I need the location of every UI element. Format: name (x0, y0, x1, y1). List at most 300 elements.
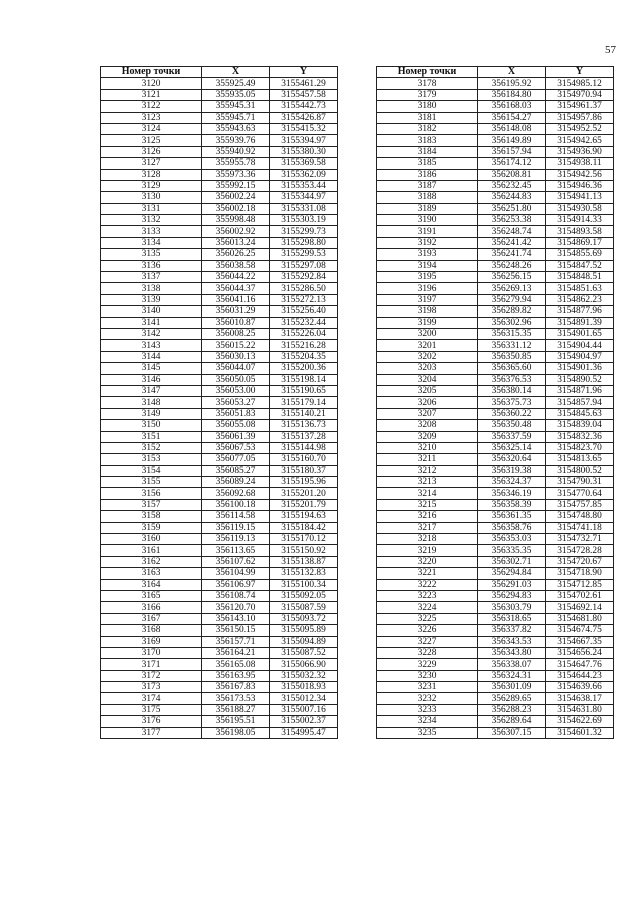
cell-x: 356337.59 (478, 431, 546, 442)
table-row (101, 101, 338, 112)
cell-point-number: 3234 (377, 716, 478, 727)
cell-y: 3154985.12 (546, 78, 614, 89)
cell-point-number: 3157 (101, 499, 202, 510)
cell-x: 356358.76 (478, 522, 546, 533)
cell-point-number: 3201 (377, 340, 478, 351)
cell-point-number: 3161 (101, 545, 202, 556)
cell-y: 3154639.66 (546, 682, 614, 693)
cell-point-number: 3137 (101, 272, 202, 283)
cell-x: 356013.24 (202, 237, 270, 248)
cell-x: 356337.82 (478, 625, 546, 636)
cell-y: 3154718.90 (546, 568, 614, 579)
cell-x: 356150.15 (202, 625, 270, 636)
cell-point-number: 3126 (101, 146, 202, 157)
table-row (377, 420, 614, 431)
cell-x: 355940.92 (202, 146, 270, 157)
cell-y: 3155160.70 (270, 454, 338, 465)
cell-y: 3154961.37 (546, 101, 614, 112)
cell-point-number: 3169 (101, 636, 202, 647)
cell-y: 3155184.42 (270, 522, 338, 533)
cell-x: 356294.83 (478, 590, 546, 601)
cell-x: 356107.62 (202, 556, 270, 567)
cell-x: 356360.22 (478, 408, 546, 419)
table-row (377, 272, 614, 283)
table-row (377, 613, 614, 624)
table-row (101, 89, 338, 100)
cell-x: 356294.84 (478, 568, 546, 579)
cell-y: 3155095.89 (270, 625, 338, 636)
cell-x: 356324.31 (478, 670, 546, 681)
cell-x: 356051.83 (202, 408, 270, 419)
cell-y: 3154732.71 (546, 534, 614, 545)
table-row (377, 192, 614, 203)
cell-y: 3155138.87 (270, 556, 338, 567)
cell-point-number: 3214 (377, 488, 478, 499)
cell-point-number: 3224 (377, 602, 478, 613)
cell-x: 356256.15 (478, 272, 546, 283)
cell-x: 356119.15 (202, 522, 270, 533)
cell-y: 3154995.47 (270, 727, 338, 738)
cell-point-number: 3122 (101, 101, 202, 112)
cell-y: 3154851.63 (546, 283, 614, 294)
cell-y: 3155190.65 (270, 385, 338, 396)
cell-x: 356067.53 (202, 442, 270, 453)
cell-x: 356149.89 (478, 135, 546, 146)
table-row (101, 488, 338, 499)
cell-point-number: 3227 (377, 636, 478, 647)
cell-point-number: 3235 (377, 727, 478, 738)
cell-y: 3155012.34 (270, 693, 338, 704)
header-x: X (478, 67, 546, 78)
cell-y: 3155007.16 (270, 704, 338, 715)
cell-x: 356104.99 (202, 568, 270, 579)
table-row (101, 351, 338, 362)
cell-point-number: 3223 (377, 590, 478, 601)
cell-point-number: 3142 (101, 328, 202, 339)
table-row (377, 283, 614, 294)
cell-y: 3154847.52 (546, 260, 614, 271)
cell-x: 356361.35 (478, 511, 546, 522)
table-row (377, 488, 614, 499)
table-row (101, 123, 338, 134)
cell-y: 3155092.05 (270, 590, 338, 601)
cell-y: 3155380.30 (270, 146, 338, 157)
cell-y: 3155144.98 (270, 442, 338, 453)
cell-y: 3154800.52 (546, 465, 614, 476)
cell-x: 356164.21 (202, 647, 270, 658)
cell-x: 355939.76 (202, 135, 270, 146)
cell-point-number: 3158 (101, 511, 202, 522)
cell-y: 3154681.80 (546, 613, 614, 624)
cell-y: 3154877.96 (546, 306, 614, 317)
table-row (101, 420, 338, 431)
cell-y: 3154970.94 (546, 89, 614, 100)
cell-x: 356157.94 (478, 146, 546, 157)
cell-y: 3154952.52 (546, 123, 614, 134)
cell-point-number: 3198 (377, 306, 478, 317)
table-row (377, 647, 614, 658)
cell-x: 356174.12 (478, 158, 546, 169)
coordinates-table-left (100, 66, 338, 739)
cell-x: 356163.95 (202, 670, 270, 681)
cell-x: 356248.74 (478, 226, 546, 237)
cell-x: 356120.70 (202, 602, 270, 613)
cell-x: 356288.23 (478, 704, 546, 715)
cell-y: 3155150.92 (270, 545, 338, 556)
table-row (101, 625, 338, 636)
cell-y: 3155226.04 (270, 328, 338, 339)
cell-x: 356319.38 (478, 465, 546, 476)
table-row (101, 135, 338, 146)
cell-x: 356010.87 (202, 317, 270, 328)
cell-y: 3154941.13 (546, 192, 614, 203)
table-row (101, 556, 338, 567)
table-row (377, 431, 614, 442)
cell-x: 356338.07 (478, 659, 546, 670)
table-row (101, 454, 338, 465)
cell-point-number: 3150 (101, 420, 202, 431)
cell-point-number: 3128 (101, 169, 202, 180)
cell-y: 3155093.72 (270, 613, 338, 624)
table-row (101, 704, 338, 715)
cell-y: 3154890.52 (546, 374, 614, 385)
table-row (377, 146, 614, 157)
cell-x: 356143.10 (202, 613, 270, 624)
table-row (101, 568, 338, 579)
cell-point-number: 3151 (101, 431, 202, 442)
cell-point-number: 3171 (101, 659, 202, 670)
cell-y: 3154942.65 (546, 135, 614, 146)
cell-point-number: 3123 (101, 112, 202, 123)
cell-point-number: 3149 (101, 408, 202, 419)
header-x: X (202, 67, 270, 78)
cell-x: 356248.26 (478, 260, 546, 271)
cell-x: 356358.39 (478, 499, 546, 510)
table-row (377, 260, 614, 271)
cell-point-number: 3165 (101, 590, 202, 601)
table-row (377, 454, 614, 465)
cell-point-number: 3179 (377, 89, 478, 100)
cell-point-number: 3217 (377, 522, 478, 533)
cell-y: 3155369.58 (270, 158, 338, 169)
cell-y: 3154832.36 (546, 431, 614, 442)
cell-point-number: 3178 (377, 78, 478, 89)
cell-point-number: 3152 (101, 442, 202, 453)
cell-point-number: 3181 (377, 112, 478, 123)
cell-y: 3155331.08 (270, 203, 338, 214)
table-row (377, 237, 614, 248)
table-row (377, 317, 614, 328)
cell-x: 356106.97 (202, 579, 270, 590)
table-row (101, 306, 338, 317)
cell-point-number: 3120 (101, 78, 202, 89)
table-header (377, 67, 614, 78)
cell-point-number: 3204 (377, 374, 478, 385)
table-row (377, 682, 614, 693)
cell-point-number: 3133 (101, 226, 202, 237)
cell-point-number: 3187 (377, 180, 478, 191)
cell-x: 356289.65 (478, 693, 546, 704)
cell-point-number: 3226 (377, 625, 478, 636)
cell-y: 3154644.23 (546, 670, 614, 681)
cell-point-number: 3229 (377, 659, 478, 670)
cell-x: 356331.12 (478, 340, 546, 351)
cell-point-number: 3170 (101, 647, 202, 658)
cell-x: 356208.81 (478, 169, 546, 180)
cell-x: 356053.00 (202, 385, 270, 396)
cell-x: 356089.24 (202, 477, 270, 488)
cell-x: 356279.94 (478, 294, 546, 305)
header-point-number: Номер точки (377, 67, 478, 78)
cell-x: 356232.45 (478, 180, 546, 191)
table-row (101, 670, 338, 681)
cell-y: 3155298.80 (270, 237, 338, 248)
cell-point-number: 3159 (101, 522, 202, 533)
cell-x: 356026.25 (202, 249, 270, 260)
cell-y: 3155362.09 (270, 169, 338, 180)
table-row (101, 203, 338, 214)
cell-y: 3155232.44 (270, 317, 338, 328)
table-row (101, 146, 338, 157)
table-row (377, 351, 614, 362)
cell-point-number: 3135 (101, 249, 202, 260)
cell-y: 3155426.87 (270, 112, 338, 123)
table-row (101, 579, 338, 590)
cell-x: 356165.08 (202, 659, 270, 670)
table-row (377, 180, 614, 191)
table-row (101, 249, 338, 260)
table-row (101, 180, 338, 191)
table-row (377, 659, 614, 670)
cell-point-number: 3164 (101, 579, 202, 590)
cell-point-number: 3220 (377, 556, 478, 567)
cell-y: 3155198.14 (270, 374, 338, 385)
cell-point-number: 3166 (101, 602, 202, 613)
cell-y: 3154914.33 (546, 215, 614, 226)
cell-y: 3154946.36 (546, 180, 614, 191)
cell-x: 355945.71 (202, 112, 270, 123)
cell-y: 3154901.36 (546, 363, 614, 374)
cell-x: 356343.53 (478, 636, 546, 647)
table-row (377, 135, 614, 146)
cell-x: 356053.27 (202, 397, 270, 408)
cell-point-number: 3210 (377, 442, 478, 453)
table-row (101, 602, 338, 613)
cell-point-number: 3173 (101, 682, 202, 693)
cell-y: 3155195.96 (270, 477, 338, 488)
cell-x: 356008.25 (202, 328, 270, 339)
cell-point-number: 3180 (377, 101, 478, 112)
cell-y: 3155132.83 (270, 568, 338, 579)
cell-point-number: 3138 (101, 283, 202, 294)
table-row (101, 237, 338, 248)
cell-y: 3154938.11 (546, 158, 614, 169)
cell-point-number: 3212 (377, 465, 478, 476)
cell-point-number: 3194 (377, 260, 478, 271)
table-row (377, 693, 614, 704)
cell-y: 3154702.61 (546, 590, 614, 601)
cell-x: 356100.18 (202, 499, 270, 510)
page-number: 57 (605, 44, 616, 56)
table-row (101, 169, 338, 180)
table-row (101, 283, 338, 294)
cell-point-number: 3168 (101, 625, 202, 636)
cell-point-number: 3182 (377, 123, 478, 134)
cell-y: 3154942.56 (546, 169, 614, 180)
cell-y: 3155200.36 (270, 363, 338, 374)
header-y: Y (546, 67, 614, 78)
cell-point-number: 3228 (377, 647, 478, 658)
cell-point-number: 3174 (101, 693, 202, 704)
cell-point-number: 3219 (377, 545, 478, 556)
table-row (101, 294, 338, 305)
cell-point-number: 3211 (377, 454, 478, 465)
cell-point-number: 3193 (377, 249, 478, 260)
cell-y: 3154770.64 (546, 488, 614, 499)
cell-y: 3155179.14 (270, 397, 338, 408)
table-row (101, 659, 338, 670)
table-row (101, 363, 338, 374)
cell-point-number: 3190 (377, 215, 478, 226)
cell-point-number: 3199 (377, 317, 478, 328)
table-row (377, 568, 614, 579)
cell-point-number: 3140 (101, 306, 202, 317)
cell-x: 356303.79 (478, 602, 546, 613)
coordinates-table-right (376, 66, 614, 739)
cell-x: 355935.05 (202, 89, 270, 100)
cell-x: 356251.80 (478, 203, 546, 214)
table-row (101, 442, 338, 453)
cell-y: 3155286.50 (270, 283, 338, 294)
cell-point-number: 3129 (101, 180, 202, 191)
cell-point-number: 3148 (101, 397, 202, 408)
header-point-number: Номер точки (101, 67, 202, 78)
cell-y: 3155344.97 (270, 192, 338, 203)
cell-point-number: 3189 (377, 203, 478, 214)
cell-point-number: 3200 (377, 328, 478, 339)
table-row (377, 123, 614, 134)
table-row (101, 260, 338, 271)
table-row (377, 465, 614, 476)
table-row (377, 636, 614, 647)
cell-x: 356195.92 (478, 78, 546, 89)
table-row (101, 272, 338, 283)
table-row (101, 693, 338, 704)
cell-y: 3155303.19 (270, 215, 338, 226)
table-row (101, 78, 338, 89)
cell-point-number: 3155 (101, 477, 202, 488)
cell-x: 356041.16 (202, 294, 270, 305)
table-row (377, 511, 614, 522)
cell-x: 356346.19 (478, 488, 546, 499)
cell-y: 3154748.80 (546, 511, 614, 522)
cell-x: 356154.27 (478, 112, 546, 123)
cell-point-number: 3184 (377, 146, 478, 157)
table-row (377, 374, 614, 385)
cell-point-number: 3206 (377, 397, 478, 408)
table-row (377, 704, 614, 715)
table-row (377, 556, 614, 567)
table-row (377, 716, 614, 727)
cell-y: 3154728.28 (546, 545, 614, 556)
cell-y: 3154638.17 (546, 693, 614, 704)
cell-x: 355998.48 (202, 215, 270, 226)
table-row (101, 215, 338, 226)
cell-y: 3155256.40 (270, 306, 338, 317)
cell-x: 356188.27 (202, 704, 270, 715)
cell-point-number: 3202 (377, 351, 478, 362)
cell-y: 3155094.89 (270, 636, 338, 647)
table-row (101, 522, 338, 533)
cell-x: 356092.68 (202, 488, 270, 499)
cell-x: 356291.03 (478, 579, 546, 590)
cell-point-number: 3188 (377, 192, 478, 203)
cell-x: 356108.74 (202, 590, 270, 601)
table-row (101, 226, 338, 237)
cell-y: 3155194.63 (270, 511, 338, 522)
cell-x: 356302.96 (478, 317, 546, 328)
cell-x: 356015.22 (202, 340, 270, 351)
cell-point-number: 3213 (377, 477, 478, 488)
cell-y: 3155170.12 (270, 534, 338, 545)
cell-x: 356038.58 (202, 260, 270, 271)
table-row (377, 499, 614, 510)
cell-y: 3155204.35 (270, 351, 338, 362)
cell-y: 3154712.85 (546, 579, 614, 590)
table-row (101, 636, 338, 647)
cell-point-number: 3221 (377, 568, 478, 579)
table-row (101, 511, 338, 522)
cell-point-number: 3156 (101, 488, 202, 499)
cell-x: 356198.05 (202, 727, 270, 738)
table-row (377, 169, 614, 180)
cell-x: 356002.18 (202, 203, 270, 214)
table-row (101, 374, 338, 385)
cell-x: 356353.03 (478, 534, 546, 545)
cell-point-number: 3141 (101, 317, 202, 328)
cell-point-number: 3230 (377, 670, 478, 681)
cell-y: 3154871.96 (546, 385, 614, 396)
cell-point-number: 3233 (377, 704, 478, 715)
table-row (101, 499, 338, 510)
cell-y: 3154674.75 (546, 625, 614, 636)
cell-x: 355992.15 (202, 180, 270, 191)
cell-y: 3155137.28 (270, 431, 338, 442)
cell-point-number: 3232 (377, 693, 478, 704)
cell-x: 356077.05 (202, 454, 270, 465)
cell-y: 3155136.73 (270, 420, 338, 431)
table-row (377, 249, 614, 260)
cell-point-number: 3222 (377, 579, 478, 590)
cell-y: 3155087.59 (270, 602, 338, 613)
cell-y: 3155442.73 (270, 101, 338, 112)
cell-point-number: 3192 (377, 237, 478, 248)
cell-x: 356318.65 (478, 613, 546, 624)
cell-y: 3154891.39 (546, 317, 614, 328)
cell-y: 3154647.76 (546, 659, 614, 670)
table-row (101, 590, 338, 601)
cell-point-number: 3195 (377, 272, 478, 283)
table-row (377, 590, 614, 601)
cell-x: 356184.80 (478, 89, 546, 100)
table-row (101, 477, 338, 488)
cell-x: 356343.80 (478, 647, 546, 658)
table-row (101, 647, 338, 658)
table-row (101, 328, 338, 339)
table-row (101, 317, 338, 328)
cell-x: 356050.05 (202, 374, 270, 385)
cell-y: 3154667.35 (546, 636, 614, 647)
